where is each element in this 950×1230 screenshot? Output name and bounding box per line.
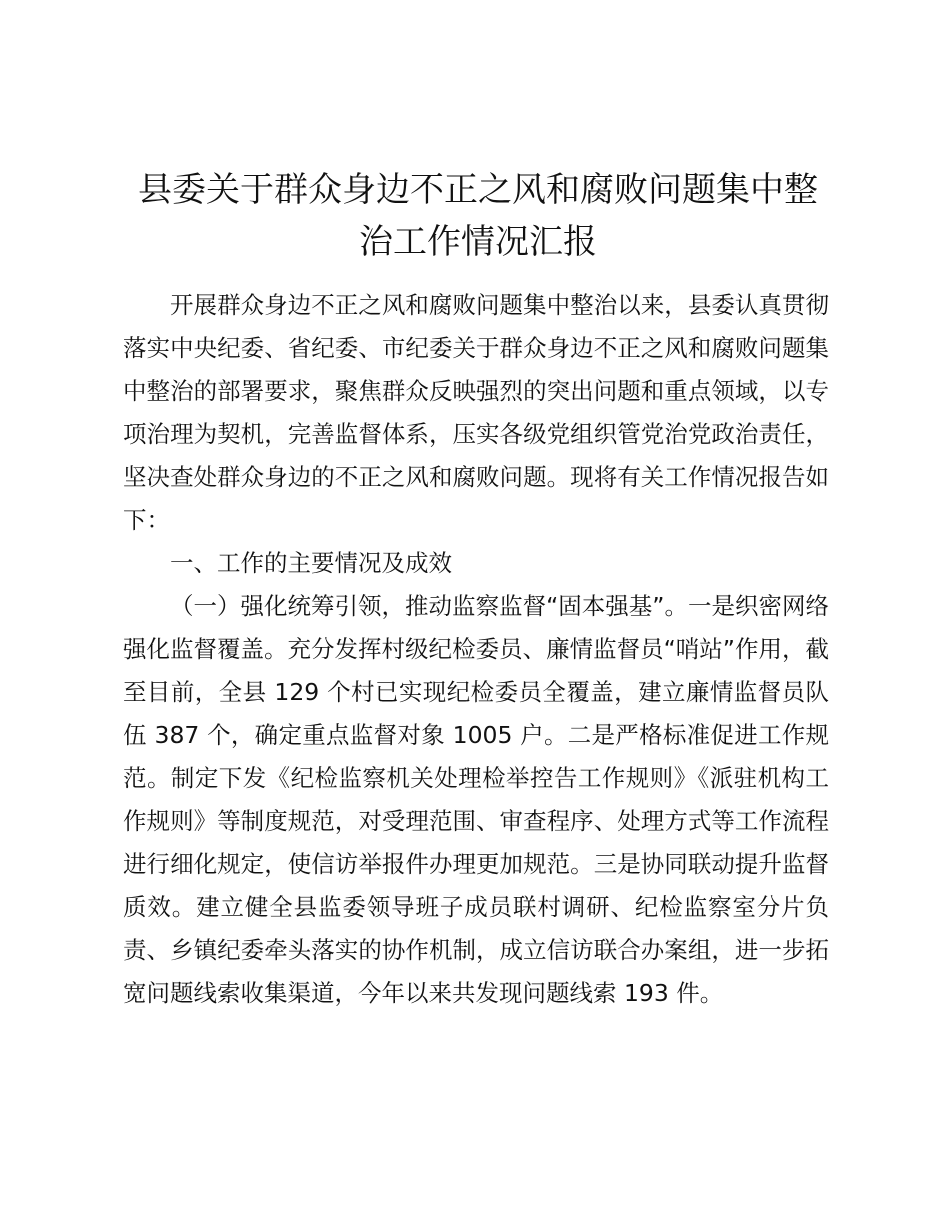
document-title: 县委关于群众身边不正之风和腐败问题集中整治工作情况汇报 (138, 170, 818, 262)
section-heading: 一、工作的主要情况及成效 (170, 549, 452, 577)
intro-paragraph: 开展群众身边不正之风和腐败问题集中整治以来，县委认真贯彻落实中央纪委、省纪委、市纪委关于群众身边不正之风和腐败问题集中整治的部署要求，聚焦群众反映强烈的突出问题和重点领域，以专项治理为契机，完善监督体系，压实各级党组织管党治党政治责任，坚决查处群众身边的不正之风和腐败问题。现将有关工作情况报告如下： (123, 291, 829, 534)
subsection-paragraph: （一）强化统筹引领，推动监察监督“固本强基”。一是织密网络强化监督覆盖。充分发挥村级纪检委员、廉情监督员“哨站”作用，截至目前，全县 129 个村已实现纪检委员全覆盖，建立廉情监督员队伍 387 个，确定重点监督对象 1005 户。二是严格标准促进工作规范。制定下发《纪检监察机关处理检举控告工作规则》《派驻机构工作规则》等制度规范，对受理范围、审查程序、处理方式等工作流程进行细化规定，使信访举报件办理更加规范。三是协同联动提升监督质效。建立健全县监委领导班子成员联村调研、纪检监察室分片负责、乡镇纪委牵头落实的协作机制，成立信访联合办案组，进一步拓宽问题线索收集渠道，今年以来共发现问题线索 193 件。 (123, 592, 829, 1007)
document-body (123, 284, 829, 1015)
